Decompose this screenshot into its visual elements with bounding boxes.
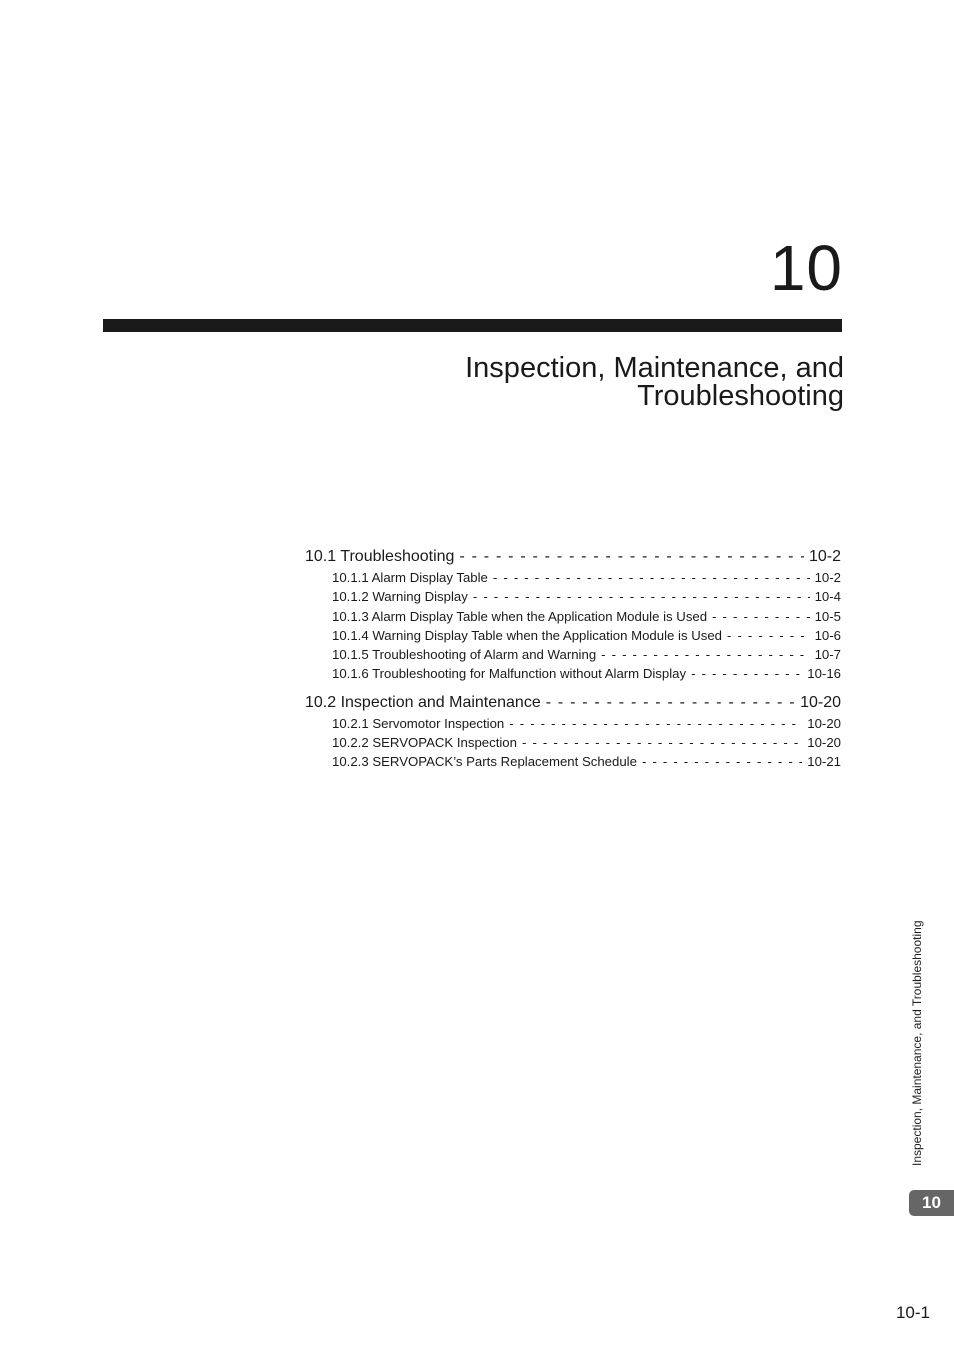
- toc-leader: [691, 664, 802, 683]
- toc-entry-page: 10-16: [807, 666, 841, 682]
- toc-entry-page: 10-20: [800, 693, 841, 711]
- toc-entry-page: 10-20: [807, 715, 841, 731]
- toc-entry-label: 10.1.6 Troubleshooting for Malfunction without Alarm Display: [332, 666, 687, 682]
- table-of-contents: [305, 546, 841, 772]
- toc-entry-label: 10.1.3 Alarm Display Table when the Application Module is Used: [332, 608, 708, 624]
- toc-entry-10-1-5[interactable]: [305, 645, 841, 664]
- toc-leader: [727, 626, 810, 645]
- toc-entry-10-2-1[interactable]: [305, 714, 841, 733]
- toc-entry-page: 10-2: [814, 570, 841, 585]
- chapter-rule: [103, 319, 842, 332]
- toc-entry-label: 10.1.1 Alarm Display Table: [332, 570, 488, 585]
- page-number: 10-1: [895, 1303, 930, 1322]
- toc-entry-label: 10.1.2 Warning Display: [332, 589, 468, 605]
- toc-entry-page: 10-21: [807, 754, 841, 770]
- toc-entry-10-1-3[interactable]: [305, 607, 841, 626]
- toc-entry-10-2-3[interactable]: [305, 752, 841, 771]
- toc-entry-page: 10-5: [814, 608, 841, 624]
- chapter-title-line-1: Inspection, Maintenance, and: [465, 352, 844, 384]
- toc-entry-label: 10.2.1 Servomotor Inspection: [332, 715, 505, 731]
- toc-leader: [546, 692, 795, 714]
- toc-entry-10-1-1[interactable]: [305, 568, 841, 587]
- toc-entry-10-2-2[interactable]: [305, 733, 841, 752]
- toc-entry-label: 10.1 Troubleshooting: [305, 548, 455, 565]
- toc-leader: [473, 587, 810, 606]
- toc-entry-10-1-6[interactable]: [305, 664, 841, 683]
- toc-entry-10-2[interactable]: [305, 692, 841, 714]
- toc-entry-page: 10-2: [808, 548, 841, 565]
- toc-entry-label: 10.1.4 Warning Display Table when the Application Module is Used: [332, 627, 722, 643]
- toc-entry-label: 10.2.3 SERVOPACK’s Parts Replacement Schedule: [332, 754, 637, 770]
- toc-leader: [459, 546, 804, 568]
- chapter-number: 10: [769, 232, 843, 304]
- toc-entry-page: 10-7: [814, 647, 841, 663]
- toc-entry-page: 10-4: [814, 589, 841, 605]
- toc-entry-10-1-4[interactable]: [305, 626, 841, 645]
- toc-entry-10-1[interactable]: [305, 546, 841, 568]
- toc-leader: [712, 607, 810, 626]
- toc-entry-label: 10.1.5 Troubleshooting of Alarm and Warning: [332, 647, 597, 663]
- toc-leader: [493, 568, 810, 587]
- toc-leader: [509, 714, 802, 733]
- toc-entry-label: 10.2.2 SERVOPACK Inspection: [332, 735, 517, 751]
- toc-entry-page: 10-20: [807, 735, 841, 751]
- toc-leader: [601, 645, 809, 664]
- toc-leader: [522, 733, 802, 752]
- side-tab-chapter-number[interactable]: 10: [909, 1190, 954, 1216]
- chapter-title: [244, 354, 844, 410]
- chapter-title-line-2: Troubleshooting: [637, 380, 844, 412]
- toc-entry-page: 10-6: [814, 627, 841, 643]
- toc-entry-10-1-2[interactable]: [305, 587, 841, 606]
- toc-entry-label: 10.2 Inspection and Maintenance: [305, 693, 541, 711]
- toc-leader: [642, 752, 802, 771]
- side-tab-label: Inspection, Maintenance, and Troubleshooting: [910, 920, 924, 1166]
